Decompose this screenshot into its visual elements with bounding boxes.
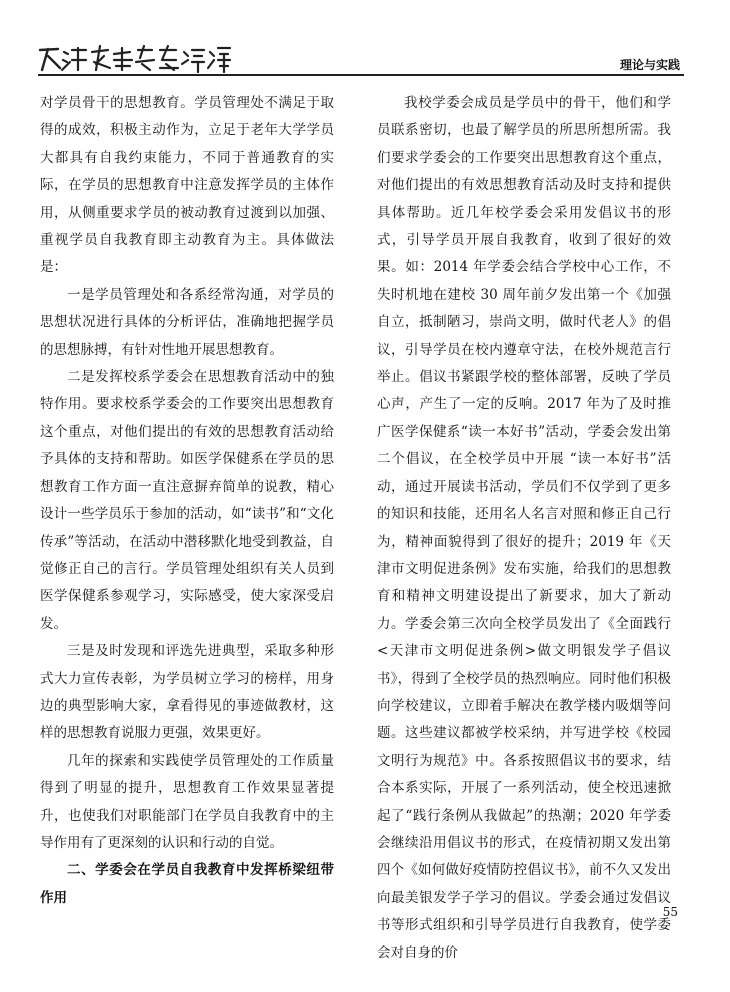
right-column — [377, 90, 671, 967]
paragraph: 对学员骨干的思想教育。学员管理处不满足于取得的成效，积极主动作为，立足于老年大学学员大都具有自我约束能力，不同于普通教育的实际，在学员的思想教育中注意发挥学员的主体作用，从侧重要求学员的被动教育过渡到以加强、重视学员自我教育即主动教育为主。具体做法是： — [40, 95, 334, 276]
section-heading: 二、学委会在学员自我教育中发挥桥梁纽带作用 — [40, 862, 334, 906]
left-column — [40, 90, 334, 912]
section-title: 理论与实践 — [619, 58, 680, 72]
paragraph: 二是发挥校系学委会在思想教育活动中的独特作用。要求校系学委会的工作要突出思想教育这个重点，对他们提出的有效的思想教育活动给予具体的支持和帮助。如医学保健系在学员的思想教育工作方面一直注意摒弃简单的说教，精心设计一些学员乐于参加的活动，如“读书”和“文化传承”等活动，在活动中潜移默化地受到教益，自觉修正自己的言行。学员管理处组织有关人员到医学保健系参观学习，实际感受，使大家深受启发。 — [40, 369, 334, 632]
paragraph: 几年的探索和实践使学员管理处的工作质量得到了明显的提升，思想教育工作效果显著提升，也使我们对职能部门在学员自我教育中的主导作用有了更深刻的认识和行动的自觉。 — [40, 752, 334, 851]
paragraph: 一是学员管理处和各系经常沟通，对学员的思想状况进行具体的分析评估，准确地把握学员的思想脉搏，有针对性地开展思想教育。 — [40, 286, 334, 358]
header-rule — [38, 74, 684, 76]
journal-logo — [34, 38, 234, 74]
page-number: 55 — [662, 905, 678, 919]
paragraph: 三是及时发现和评选先进典型，采取多种形式大力宣传表彰，为学员树立学习的榜样，用身边的典型影响大家，拿看得见的事迹做教材，这样的思想教育说服力更强，效果更好。 — [40, 643, 334, 742]
paragraph: 我校学委会成员是学员中的骨干，他们和学员联系密切，也最了解学员的所思所想所需。我们要求学委会的工作要突出思想教育这个重点，对他们提出的有效思想教育活动及时支持和提供具体帮助。近几年校学委会采用发倡议书的形式，引导学员开展自我教育，收到了很好的效果。如：2014 年学委会结合学校中心工作，不失时机地在建校 30 周年前夕发出第一个《加强自立，抵制陋习，崇尚文明，做时代老人》的倡议，引导学员在校内遵章守法，在校外规范言行举止。倡议书紧跟学校的整体部署，反映了学员心声，产生了一定的反响。2017 年为了及时推广医学保健系“读一本好书”活动，学委会发出第二个倡议，在全校学员中开展 “读一本好书”活动，通过开展读书活动，学员们不仅学到了更多的知识和技能，还用名人名言对照和修正自己行为，精神面貌得到了很好的提升；2019 年《天津市文明促进条例》发布实施，给我们的思想教育和精神文明建设提出了新要求，加大了新动力。学委会第三次向全校学员发出了《全面践行<天津市文明促进条例>做文明银发学子倡议书》，得到了全校学员的热烈响应。同时他们积极向学校建议，立即着手解决在教学楼内吸烟等问题。这些建议都被学校采纳，并写进学校《校园文明行为规范》中。各系按照倡议书的要求，结合本系实际，开展了一系列活动，使全校迅速掀起了“践行条例从我做起”的热潮；2020 年学委会继续沿用倡议书的形式，在疫情初期又发出第四个《如何做好疫情防控倡议书》，前不久又发出向最美银发学子学习的倡议。学委会通过发倡议书等形式组织和引导学员进行自我教育，使学委会对自身的价 — [377, 95, 671, 961]
